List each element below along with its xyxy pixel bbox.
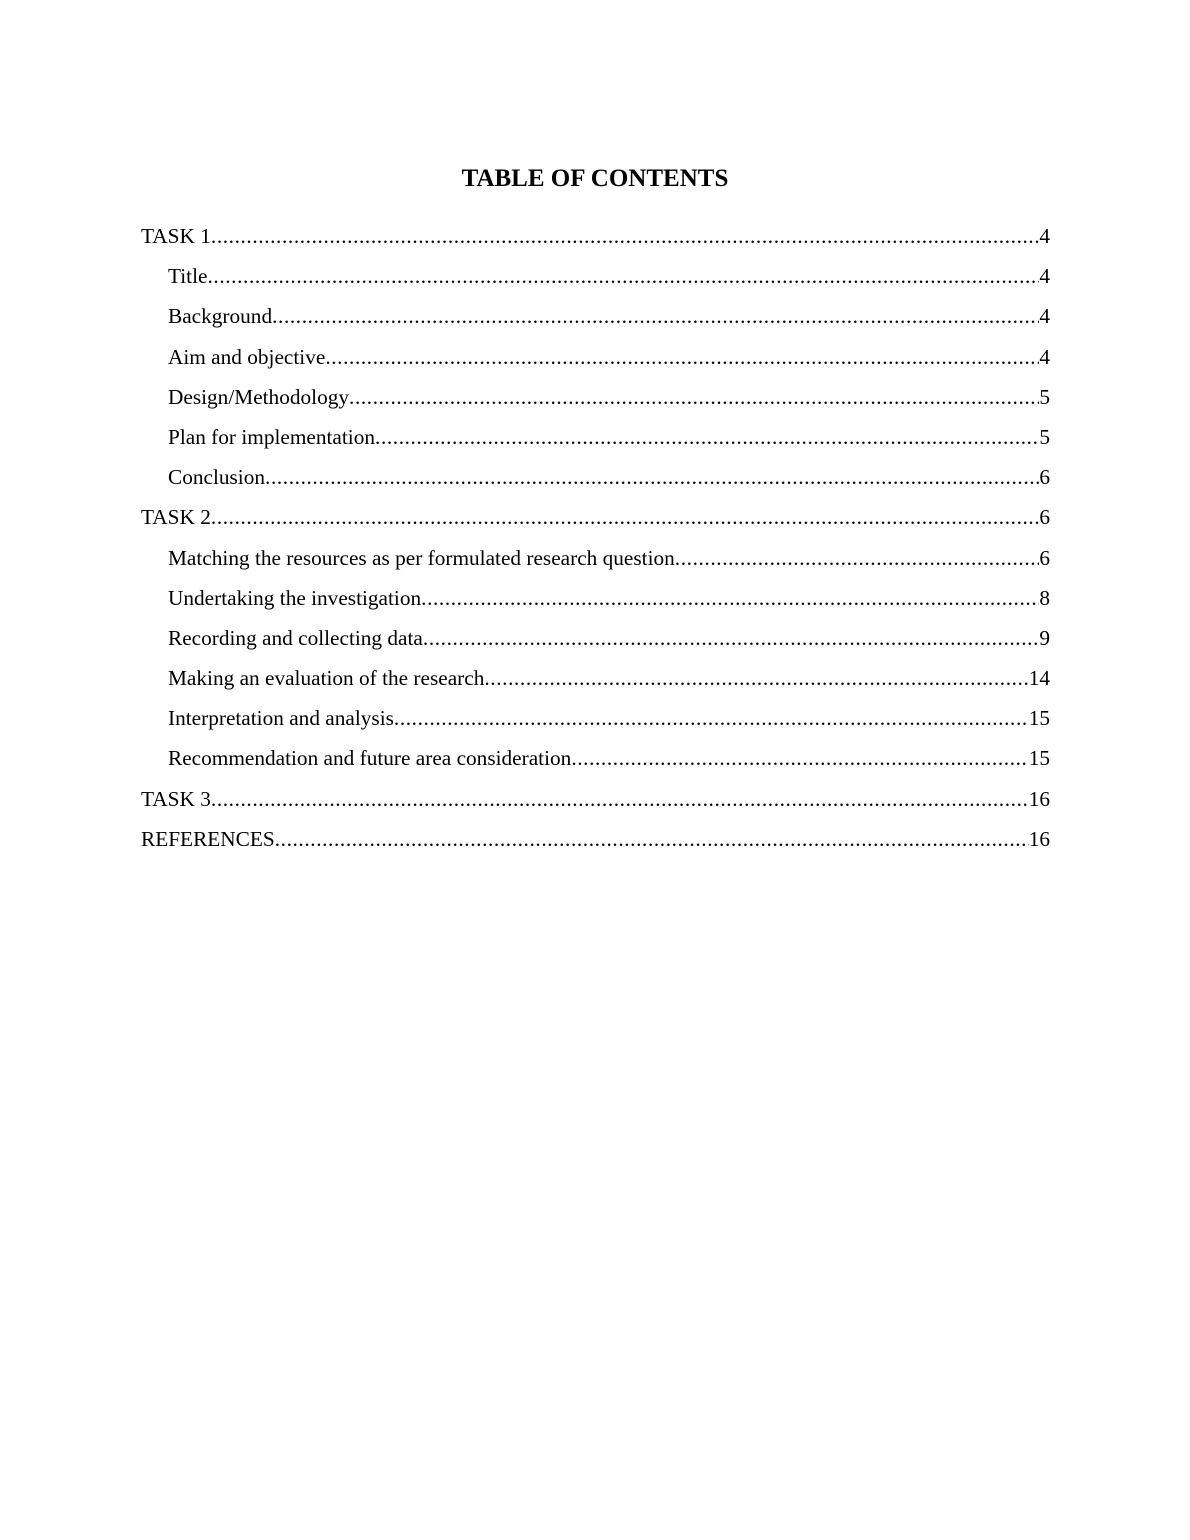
toc-entry-aim-and-objective[interactable] bbox=[141, 341, 1050, 381]
toc-entry-recording-collecting-data[interactable] bbox=[141, 622, 1050, 662]
toc-entry-label: Design/Methodology bbox=[168, 384, 350, 409]
toc-entry-label: Title bbox=[168, 264, 208, 289]
dot-leader bbox=[394, 702, 1029, 734]
dot-leader bbox=[423, 622, 1039, 654]
dot-leader bbox=[275, 823, 1029, 855]
toc-entry-title[interactable] bbox=[141, 260, 1050, 300]
toc-entry-task-1[interactable] bbox=[141, 220, 1050, 260]
toc-entry-page-number: 16 bbox=[1028, 826, 1050, 851]
dot-leader bbox=[325, 341, 1039, 373]
dot-leader bbox=[211, 783, 1029, 815]
dot-leader bbox=[571, 742, 1028, 774]
toc-entry-matching-resources[interactable] bbox=[141, 542, 1050, 582]
toc-entry-label: REFERENCES bbox=[141, 826, 275, 851]
toc-entry-page-number: 5 bbox=[1039, 384, 1050, 409]
toc-entry-page-number: 4 bbox=[1039, 224, 1050, 248]
toc-entry-page-number: 6 bbox=[1039, 505, 1050, 530]
toc-entry-label: TASK 2 bbox=[141, 505, 211, 530]
toc-entry-label: Making an evaluation of the research bbox=[168, 666, 485, 691]
dot-leader bbox=[484, 662, 1028, 694]
toc-entry-page-number: 8 bbox=[1039, 585, 1050, 610]
dot-leader bbox=[265, 461, 1039, 493]
dot-leader bbox=[211, 220, 1039, 252]
dot-leader bbox=[675, 542, 1040, 574]
toc-entry-label: Plan for implementation bbox=[168, 424, 376, 449]
toc-entry-label: Conclusion bbox=[168, 465, 266, 490]
toc-entry-label: TASK 3 bbox=[141, 786, 211, 811]
toc-list bbox=[141, 220, 1050, 863]
toc-entry-label: Matching the resources as per formulated research question bbox=[168, 545, 675, 570]
toc-entry-label: Interpretation and analysis bbox=[168, 706, 394, 731]
toc-entry-label: Aim and objective bbox=[168, 344, 326, 369]
toc-entry-page-number: 9 bbox=[1039, 625, 1050, 650]
toc-entry-label: Recording and collecting data bbox=[168, 625, 423, 650]
toc-entry-page-number: 4 bbox=[1039, 304, 1050, 329]
toc-entry-label: TASK 1 bbox=[141, 224, 211, 248]
toc-entry-recommendation[interactable] bbox=[141, 742, 1050, 782]
toc-entry-page-number: 6 bbox=[1039, 465, 1050, 490]
toc-entry-label: Recommendation and future area consideration bbox=[168, 746, 572, 771]
toc-entry-label: Undertaking the investigation bbox=[168, 585, 422, 610]
dot-leader bbox=[375, 421, 1039, 453]
toc-entry-conclusion[interactable] bbox=[141, 461, 1050, 501]
dot-leader bbox=[272, 300, 1039, 332]
toc-entry-task-3[interactable] bbox=[141, 783, 1050, 823]
toc-entry-references[interactable] bbox=[141, 823, 1050, 863]
dot-leader bbox=[421, 582, 1039, 614]
toc-entry-page-number: 4 bbox=[1039, 344, 1050, 369]
dot-leader bbox=[207, 260, 1039, 292]
toc-entry-page-number: 6 bbox=[1039, 545, 1050, 570]
toc-entry-page-number: 5 bbox=[1039, 424, 1050, 449]
toc-entry-label: Background bbox=[168, 304, 273, 329]
toc-entry-page-number: 16 bbox=[1028, 786, 1050, 811]
toc-entry-task-2[interactable] bbox=[141, 501, 1050, 541]
toc-title: TABLE OF CONTENTS bbox=[461, 165, 729, 192]
toc-entry-plan-for-implementation[interactable] bbox=[141, 421, 1050, 461]
toc-entry-background[interactable] bbox=[141, 300, 1050, 340]
toc-entry-interpretation-analysis[interactable] bbox=[141, 702, 1050, 742]
toc-entry-page-number: 15 bbox=[1028, 746, 1050, 771]
dot-leader bbox=[211, 501, 1039, 533]
toc-entry-page-number: 14 bbox=[1028, 666, 1050, 691]
toc-entry-design-methodology[interactable] bbox=[141, 381, 1050, 421]
toc-entry-making-evaluation[interactable] bbox=[141, 662, 1050, 702]
toc-entry-page-number: 15 bbox=[1028, 706, 1050, 731]
dot-leader bbox=[349, 381, 1039, 413]
toc-entry-undertaking-investigation[interactable] bbox=[141, 582, 1050, 622]
toc-entry-page-number: 4 bbox=[1039, 264, 1050, 289]
